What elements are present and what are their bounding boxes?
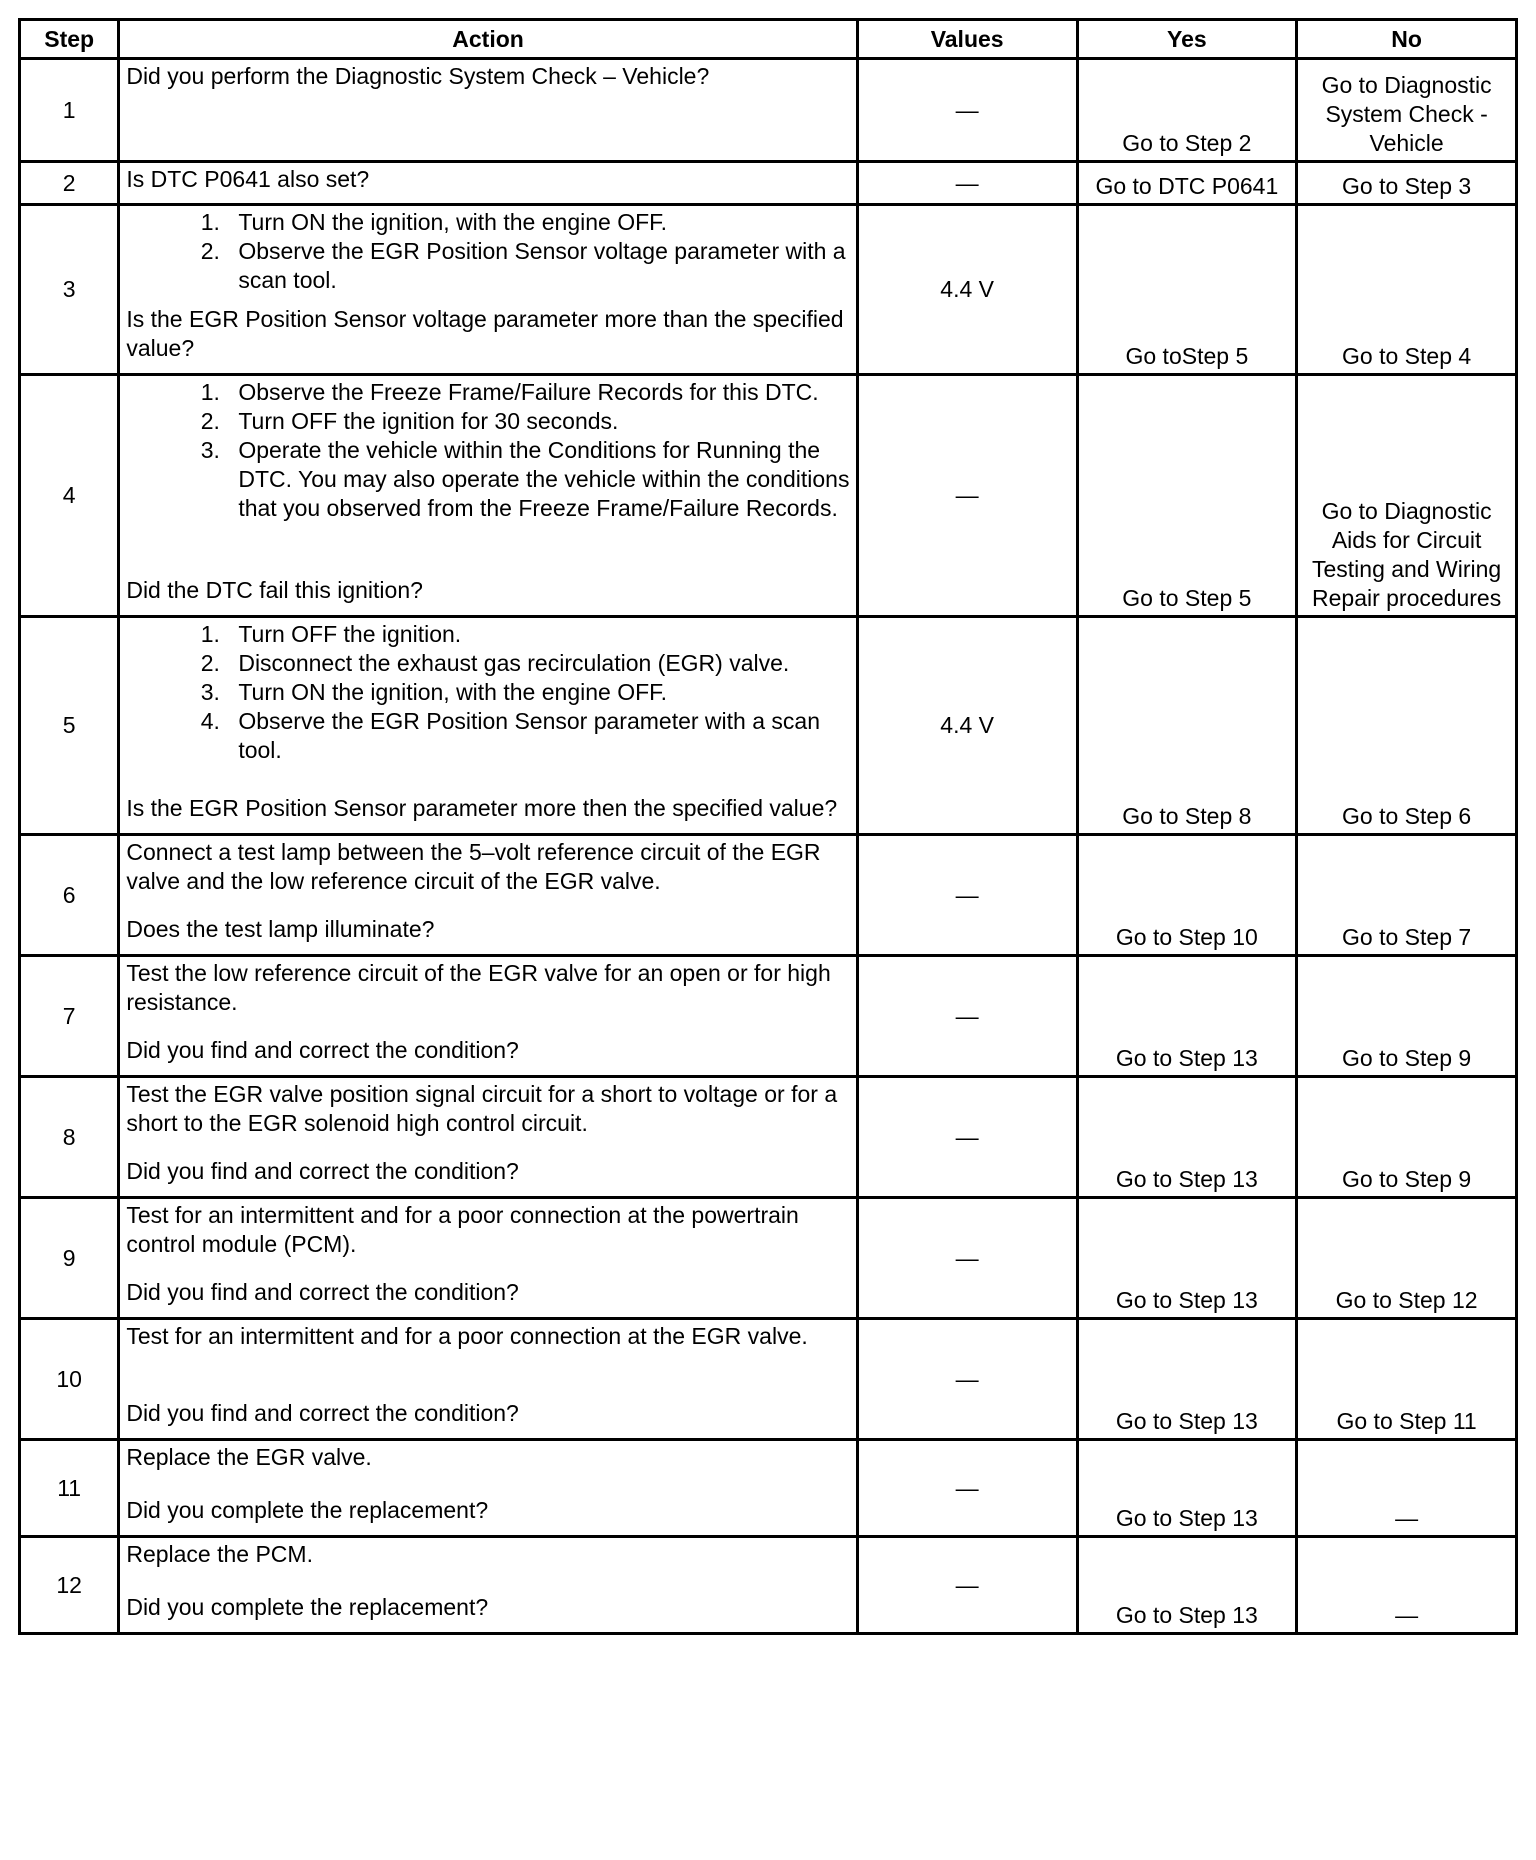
no-action: Go to Step 12	[1297, 1198, 1517, 1319]
action-instruction: Test the low reference circuit of the EGR valve for an open or for high resistance.	[126, 960, 831, 1015]
step-number: 4	[20, 375, 119, 617]
no-action: Go to Step 4	[1297, 205, 1517, 375]
table-row	[20, 1198, 1517, 1319]
action-step-item: 2. Observe the EGR Position Sensor voltage parameter with a scan tool.	[226, 237, 849, 295]
action-cell	[119, 617, 857, 835]
action-instruction: Is DTC P0641 also set?	[126, 166, 370, 192]
action-cell	[119, 835, 857, 956]
step-number: 6	[20, 835, 119, 956]
value-cell: —	[857, 1440, 1077, 1537]
action-question: Is the EGR Position Sensor voltage parameter more than the specified value?	[126, 306, 844, 361]
header-no: No	[1297, 20, 1517, 59]
value-cell: 4.4 V	[857, 617, 1077, 835]
value-cell: —	[857, 162, 1077, 205]
action-step-item: 3. Turn ON the ignition, with the engine OFF.	[226, 678, 849, 707]
action-step-item: 3. Operate the vehicle within the Conditions for Running the DTC. You may also operate the vehicle within the conditions that you observed from the Freeze Frame/Failure Records.	[226, 436, 849, 523]
action-question: Did you find and correct the condition?	[126, 1158, 519, 1184]
value-cell: —	[857, 1537, 1077, 1634]
table-row	[20, 375, 1517, 617]
value-cell: —	[857, 835, 1077, 956]
table-row	[20, 835, 1517, 956]
step-number: 12	[20, 1537, 119, 1634]
action-step-list	[126, 620, 849, 765]
yes-action: Go to Step 13	[1077, 1077, 1297, 1198]
no-action: Go to Step 9	[1297, 1077, 1517, 1198]
table-row	[20, 1077, 1517, 1198]
value-cell: 4.4 V	[857, 205, 1077, 375]
value-cell: —	[857, 1198, 1077, 1319]
action-step-item: 1. Turn ON the ignition, with the engine OFF.	[226, 208, 849, 237]
step-number: 3	[20, 205, 119, 375]
yes-action: Go to Step 10	[1077, 835, 1297, 956]
table-row	[20, 1537, 1517, 1634]
diagnostic-table	[18, 18, 1518, 1635]
action-instruction: Test the EGR valve position signal circuit for a short to voltage or for a short to the EGR solenoid high control circuit.	[126, 1081, 838, 1136]
no-action: Go to Step 11	[1297, 1319, 1517, 1440]
action-step-item: 2. Turn OFF the ignition for 30 seconds.	[226, 407, 849, 436]
value-cell: —	[857, 59, 1077, 162]
action-cell	[119, 1537, 857, 1634]
yes-action: Go toStep 5	[1077, 205, 1297, 375]
action-question: Did you complete the replacement?	[126, 1497, 489, 1523]
no-action: —	[1297, 1537, 1517, 1634]
header-row	[20, 20, 1517, 59]
no-action: Go to Step 9	[1297, 956, 1517, 1077]
no-action: —	[1297, 1440, 1517, 1537]
no-action: Go to Step 6	[1297, 617, 1517, 835]
action-instruction: Test for an intermittent and for a poor connection at the powertrain control module (PCM).	[126, 1202, 799, 1257]
action-instruction: Connect a test lamp between the 5–volt reference circuit of the EGR valve and the low reference circuit of the EGR valve.	[126, 839, 821, 894]
yes-action: Go to Step 13	[1077, 1537, 1297, 1634]
action-cell	[119, 1198, 857, 1319]
action-cell	[119, 1440, 857, 1537]
header-action: Action	[119, 20, 857, 59]
value-cell: —	[857, 956, 1077, 1077]
action-instruction: Replace the PCM.	[126, 1541, 313, 1567]
table-row	[20, 1319, 1517, 1440]
no-action: Go to Diagnostic Aids for Circuit Testing and Wiring Repair procedures	[1297, 375, 1517, 617]
table-row	[20, 617, 1517, 835]
action-step-item: 1. Observe the Freeze Frame/Failure Records for this DTC.	[226, 378, 849, 407]
table-row	[20, 162, 1517, 205]
action-cell	[119, 956, 857, 1077]
yes-action: Go to Step 13	[1077, 1440, 1297, 1537]
action-instruction: Replace the EGR valve.	[126, 1444, 372, 1470]
yes-action: Go to Step 2	[1077, 59, 1297, 162]
action-question: Does the test lamp illuminate?	[126, 916, 435, 942]
step-number: 2	[20, 162, 119, 205]
yes-action: Go to Step 5	[1077, 375, 1297, 617]
action-question: Is the EGR Position Sensor parameter more then the specified value?	[126, 795, 838, 821]
step-number: 8	[20, 1077, 119, 1198]
header-values: Values	[857, 20, 1077, 59]
action-question: Did you complete the replacement?	[126, 1594, 489, 1620]
step-number: 10	[20, 1319, 119, 1440]
action-cell	[119, 59, 857, 162]
value-cell: —	[857, 1319, 1077, 1440]
no-action: Go to Diagnostic System Check - Vehicle	[1297, 59, 1517, 162]
action-question: Did the DTC fail this ignition?	[126, 577, 423, 603]
action-step-item: 2. Disconnect the exhaust gas recirculation (EGR) valve.	[226, 649, 849, 678]
action-question: Did you find and correct the condition?	[126, 1037, 519, 1063]
action-cell	[119, 1319, 857, 1440]
action-cell	[119, 205, 857, 375]
yes-action: Go to Step 13	[1077, 956, 1297, 1077]
action-instruction: Did you perform the Diagnostic System Check – Vehicle?	[126, 63, 710, 89]
action-question: Did you find and correct the condition?	[126, 1400, 519, 1426]
action-cell	[119, 375, 857, 617]
step-number: 1	[20, 59, 119, 162]
action-step-item: 1. Turn OFF the ignition.	[226, 620, 849, 649]
table-row	[20, 1440, 1517, 1537]
yes-action: Go to Step 8	[1077, 617, 1297, 835]
value-cell: —	[857, 1077, 1077, 1198]
no-action: Go to Step 3	[1297, 162, 1517, 205]
action-instruction: Test for an intermittent and for a poor connection at the EGR valve.	[126, 1323, 808, 1349]
action-step-list	[126, 378, 849, 523]
header-yes: Yes	[1077, 20, 1297, 59]
table-row	[20, 956, 1517, 1077]
yes-action: Go to DTC P0641	[1077, 162, 1297, 205]
yes-action: Go to Step 13	[1077, 1319, 1297, 1440]
table-row	[20, 59, 1517, 162]
step-number: 5	[20, 617, 119, 835]
header-step: Step	[20, 20, 119, 59]
action-step-list	[126, 208, 849, 295]
action-cell	[119, 162, 857, 205]
step-number: 11	[20, 1440, 119, 1537]
yes-action: Go to Step 13	[1077, 1198, 1297, 1319]
step-number: 9	[20, 1198, 119, 1319]
action-question: Did you find and correct the condition?	[126, 1279, 519, 1305]
no-action: Go to Step 7	[1297, 835, 1517, 956]
table-row	[20, 205, 1517, 375]
value-cell: —	[857, 375, 1077, 617]
action-cell	[119, 1077, 857, 1198]
action-step-item: 4. Observe the EGR Position Sensor parameter with a scan tool.	[226, 707, 849, 765]
step-number: 7	[20, 956, 119, 1077]
